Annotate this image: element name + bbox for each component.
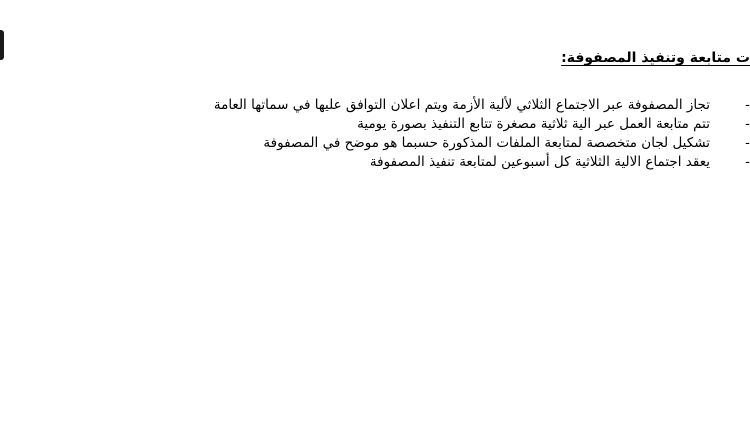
page-edge-shadow	[0, 30, 4, 60]
bullet-list	[214, 96, 710, 172]
bullet-marker: -	[745, 154, 750, 170]
list-item: يعقد اجتماع الالية الثلاثية كل أسبوعين لمتابعة تنفيذ المصفوفة	[369, 154, 710, 170]
list-item: تشكيل لجان متخصصة لمتابعة الملفات المذكورة حسبما هو موضح في المصفوفة	[263, 135, 710, 151]
bullet-marker: -	[745, 135, 750, 151]
section-heading: ت متابعة وتنفيذ المصفوفة:	[561, 50, 750, 66]
bullet-marker: -	[745, 116, 750, 132]
list-item: تجاز المصفوفة عبر الاجتماع الثلاثي لألية الأزمة ويتم اعلان التوافق عليها في سماتها العامة	[213, 97, 710, 113]
bullet-marker: -	[745, 97, 750, 113]
bullet-marks	[738, 96, 750, 172]
list-item: تتم متابعة العمل عبر الية ثلاثية مصغرة تتابع التنفيذ بصورة يومية	[357, 116, 710, 132]
